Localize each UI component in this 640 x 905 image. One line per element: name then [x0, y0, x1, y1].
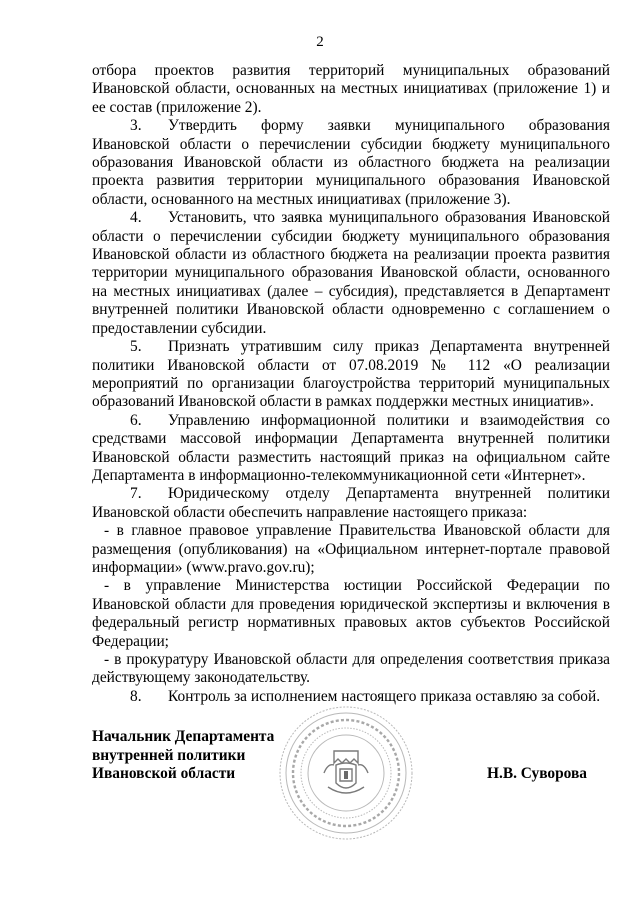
paragraph-text: - в главное правовое управление Правительства Ивановской области для размещения (опубликования) на «Официальном интернет-портале правовой информации» (www.pravo.gov.ru); [92, 522, 610, 576]
paragraph-text: Признать утратившим силу приказ Департамента внутренней политики Ивановской области от 07.08.2019 № 112 «О реализации мероприятий по организации благоустройства территорий муниципальных образований Ивановской области в рамках поддержки местных инициатив». [92, 338, 610, 411]
paragraph-text: Управлению информационной политики и взаимодействия со средствами массовой информации Департамента внутренней политики Ивановской области разместить настоящий приказ на официальном сайте Департамента в информационно-телекоммуникационной сети «Интернет». [92, 411, 610, 484]
signature-title [92, 728, 274, 784]
item-number: 6. [130, 411, 142, 429]
paragraph-item-6 [92, 412, 610, 486]
official-seal [276, 703, 416, 843]
paragraph-text: Контроль за исполнением настоящего приказа оставляю за собой. [168, 687, 601, 705]
bullet-item [92, 651, 610, 688]
signatory-name: Н.В. Суворова [487, 765, 587, 782]
paragraph-text: Установить, что заявка муниципального образования Ивановской области о перечислении субсидии бюджету муниципального образования Ивановской области из областного бюджета на реализации проекта развития территории муниципального образования Ивановской области, основанного на местных инициативах (далее – субсидия), представляется в Департамент внутренней политики Ивановской области одновременно с соглашением о предоставлении субсидии. [92, 209, 610, 337]
item-number: 8. [130, 687, 142, 705]
item-number: 7. [130, 485, 142, 503]
bullet-item [92, 577, 610, 651]
item-number: 4. [130, 209, 142, 227]
paragraph-item-3 [92, 117, 610, 209]
page-number: 2 [316, 34, 324, 50]
paragraph-item-4 [92, 209, 610, 338]
paragraph-item-5 [92, 338, 610, 412]
paragraph-text: Юридическому отделу Департамента внутренней политики Ивановской области обеспечить направление настоящего приказа: [92, 485, 610, 521]
paragraph-text: отбора проектов развития территорий муниципальных образований Ивановской области, основанных на местных инициативах (приложение 1) и ее состав (приложение 2). [92, 62, 610, 116]
document-body [92, 62, 610, 706]
signatory-position-line: Начальник Департамента [92, 728, 275, 745]
item-number: 3. [130, 117, 142, 135]
paragraph-text: - в прокуратуру Ивановской области для определения соответствия приказа действующему законодательству. [92, 651, 610, 687]
paragraph-text: Утвердить форму заявки муниципального образования Ивановской области о перечислении субсидии бюджету муниципального образования Ивановской области из областного бюджета на реализации проекта развития территории муниципального образования Ивановской области, основанного на местных инициативах (приложение 3). [92, 117, 610, 208]
paragraph-item-7 [92, 485, 610, 522]
bullet-item [92, 522, 610, 577]
paragraph-continuation [92, 62, 610, 117]
paragraph-text: - в управление Министерства юстиции Российской Федерации по Ивановской области для проведения юридической экспертизы и включения в федеральный регистр нормативных правовых актов субъектов Российской Федерации; [92, 577, 610, 650]
signatory-position-line: внутренней политики [92, 746, 246, 764]
signatory-position-line: Ивановской области [92, 765, 236, 783]
item-number: 5. [130, 338, 142, 356]
